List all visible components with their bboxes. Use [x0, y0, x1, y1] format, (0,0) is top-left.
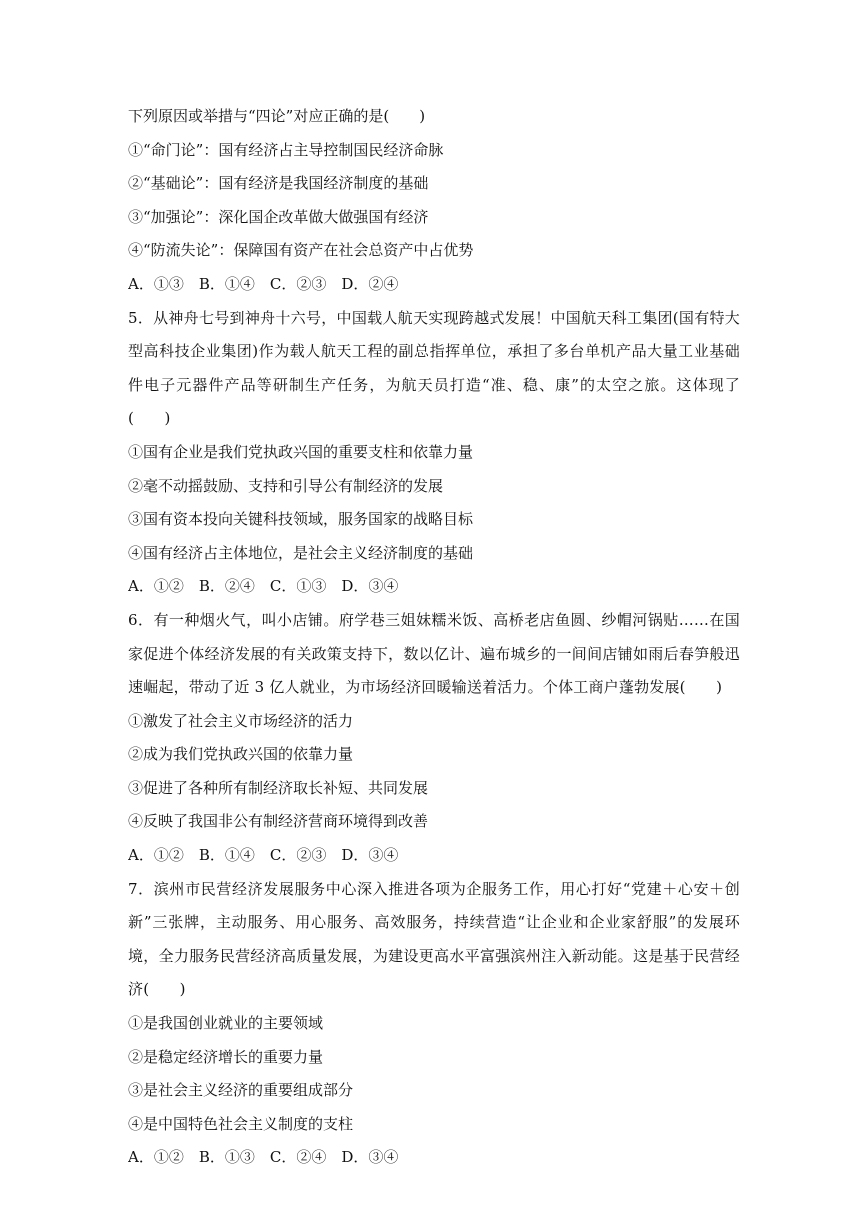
- q6-stem: 6．有一种烟火气，叫小店铺。府学巷三姐妹糯米饭、高桥老店鱼圆、纱帽河锅贴……在国家促进个体经济发展的有关政策支持下，数以亿计、遍布城乡的一间间店铺如雨后春笋般迅速崛起，带动了近 3 亿人就业，为市场经济回暖输送着活力。个体工商户蓬勃发展( ): [128, 610, 740, 697]
- q7-answer-choices: A．①② B．①③ C．②④ D．③④: [128, 1148, 399, 1167]
- q7-option-3: ③是社会主义经济的重要组成部分: [128, 1081, 354, 1100]
- q5-option-2: ②毫不动摇鼓励、支持和引导公有制经济的发展: [128, 476, 444, 495]
- q5-option-3: ③国有资本投向关键科技领域，服务国家的战略目标: [128, 510, 474, 529]
- q4-answer-choices: A．①③ B．①④ C．②③ D．②④: [128, 274, 399, 293]
- q4-option-1: ①“命门论”：国有经济占主导控制国民经济命脉: [128, 140, 444, 159]
- q6-option-2: ②成为我们党执政兴国的依靠力量: [128, 745, 354, 764]
- q5-option-1: ①国有企业是我们党执政兴国的重要支柱和依靠力量: [128, 442, 474, 461]
- q6-option-3: ③促进了各种所有制经济取长补短、共同发展: [128, 778, 429, 797]
- q7-option-1: ①是我国创业就业的主要领域: [128, 1014, 324, 1033]
- q5-answer-choices: A．①② B．②④ C．①③ D．③④: [128, 577, 399, 596]
- q6-option-4: ④反映了我国非公有制经济营商环境得到改善: [128, 812, 429, 831]
- q7-option-2: ②是稳定经济增长的重要力量: [128, 1047, 324, 1066]
- question-content: [128, 100, 740, 1175]
- q6-option-1: ①激发了社会主义市场经济的活力: [128, 711, 354, 730]
- q4-option-2: ②“基础论”：国有经济是我国经济制度的基础: [128, 174, 429, 193]
- q4-option-4: ④“防流失论”：保障国有资产在社会总资产中占优势: [128, 241, 474, 260]
- q5-option-4: ④国有经济占主体地位，是社会主义经济制度的基础: [128, 543, 474, 562]
- q7-option-4: ④是中国特色社会主义制度的支柱: [128, 1114, 354, 1133]
- q5-stem: 5．从神舟七号到神舟十六号，中国载人航天实现跨越式发展！中国航天科工集团(国有特大型高科技企业集团)作为载人航天工程的副总指挥单位，承担了多台单机产品大量工业基础件电子元器件产品等研制生产任务，为航天员打造“准、稳、康”的太空之旅。这体现了( ): [128, 308, 740, 428]
- q6-answer-choices: A．①② B．①④ C．②③ D．③④: [128, 846, 399, 865]
- q7-stem: 7．滨州市民营经济发展服务中心深入推进各项为企服务工作，用心打好“党建＋心安＋创新”三张牌，主动服务、用心服务、高效服务，持续营造“让企业和企业家舒服”的发展环境，全力服务民营经济高质量发展，为建设更高水平富强滨州注入新动能。这是基于民营经济( ): [128, 879, 740, 999]
- q4-option-3: ③“加强论”：深化国企改革做大做强国有经济: [128, 207, 429, 226]
- q4-stem: 下列原因或举措与“四论”对应正确的是( ): [128, 107, 426, 125]
